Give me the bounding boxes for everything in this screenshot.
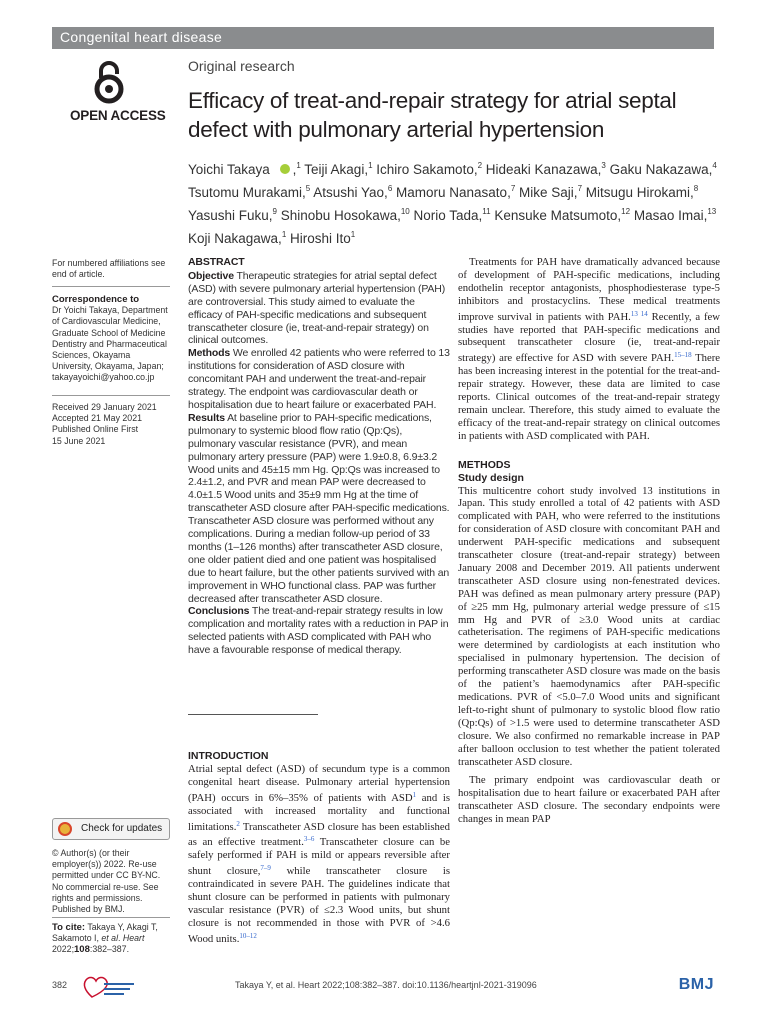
results-label: Results [188,411,225,424]
article-title: Efficacy of treat-and-repair strategy for atrial septal defect with pulmonary arterial hypertension [188,88,677,142]
introduction-section [188,750,450,946]
superscript-reference: 10 [400,207,410,216]
superscript-reference: 8 [693,184,699,193]
superscript-reference: 13 [707,207,717,216]
superscript-reference: 7–9 [260,864,271,873]
footer-citation: Takaya Y, et al. Heart 2022;108:382–387. doi:10.1136/heartjnl-2021-319096 [235,980,537,990]
author-list: Yoichi Takaya ,$^1$ Teiji Akagi,$^1$ Ichiro Sakamoto,$^2$ Hideaki Kanazawa,$^3$ Gaku Nakazawa,$^4$ Tsutomu Murakami,$^5$ Atsushi Yao,$^6$ Mamoru Nanasato,$^7$ Mike Saji,$^7$ Mitsugu Hirokami,$^8$ Yasushi Fuku,$^9$ Shinobu Hosokawa,$^{10}$ Norio Tada,$^{11}$ Kensuke Matsumoto,$^{12}$ Masao Imai,$^{13}$ Koji Nakagawa,$^1$ Hiroshi Ito$^1$ [188,161,717,246]
page-footer [52,974,714,1004]
superscript-reference: 1 [350,230,356,239]
superscript-reference: 1 [281,230,287,239]
affiliations-note: For numbered affiliations see end of article. [52,258,166,280]
open-access-icon [92,60,126,104]
superscript-reference: 1 [296,161,301,170]
objective-text: Therapeutic strategies for atrial septal defect (ASD) with severe pulmonary arterial hypertension (PAH) are controversial. This study aimed to evaluate the efficacy of PAH-specific medications and subsequent transcatheter closure (ie, treat-and-repair strategy) on clinical outcomes. [188,269,446,347]
methods-label: Methods [188,347,231,360]
superscript-reference: 1 [412,790,417,799]
publisher-logo: BMJ [678,976,714,993]
superscript-reference: 1 [368,161,373,170]
open-access-label: OPEN ACCESS [70,108,166,123]
sidebar-divider [52,286,170,287]
conclusions-label: Conclusions [188,605,250,618]
sidebar-divider [52,395,170,396]
correspondence [52,294,170,384]
superscript-reference: 4 [712,161,717,170]
endpoint-paragraph: The primary endpoint was cardiovascular death or hospitalisation due to heart failure or exacerbated PAH after transcatheter ASD closure. The secondary endpoints were changes in mean PAP [458,774,720,826]
banner-label: Congenital heart disease [60,29,223,45]
study-design-heading: Study design [458,471,524,484]
superscript-reference: 2 [477,161,483,170]
abstract-divider [188,714,318,715]
superscript-reference: 7 [510,184,516,193]
superscript-reference: 3 [601,161,606,170]
orcid-icon[interactable] [280,164,290,174]
page-number: 382 [52,980,68,990]
methods-text: We enrolled 42 patients who were referred to 13 institutions for consideration of ASD closure with concomitant PAH and underwent the treat-and-repair strategy. The endpoint was cardiovascular death or hospitalisation due to heart failure or exacerbated PAH. [188,347,450,411]
check-updates-icon [58,822,72,836]
journal-section-banner [52,27,714,49]
superscript-reference: 9 [272,207,277,216]
abstract [188,256,450,657]
introduction-heading: INTRODUCTION [188,750,269,762]
superscript-reference: 13 14 [630,309,648,318]
study-design-paragraph: This multicentre cohort study involved 13 institutions in Japan. This study enrolled a total of 42 patients with ASD complicated with PAH, who were referred to the institutions for consideration of ASD closure with concomitant PAH and underwent PAH-specific medications and subsequent transcatheter closure (treat-and-repair strategy) between January 2008 and December 2019. All patients underwent transcatheter ASD closure using non-fenestrated devices. PAH was defined as mean pulmonary artery pressure (PAP) of ≥25 mm Hg, pulmonary arterial wedge pressure of ≤15 mm Hg and PVR of ≥3.0 Wood units at cardiac catheterisation. The regimens of PAH-specific medications were determined by cardiologists at each institution who specialised in pulmonary hypertension. The decision of performing transcatheter ASD closure was made on the basis of the patient’s haemodynamics after PAH-specific medications. PVR of <5.0–7.0 Wood units and significant left-to-right shunt of pulmonary to systolic blood flow ratio (Qp:Qs) of >1.5 were used to determine transcatheter ASD closure. We also confirmed no remarkable increase in PAP after balloon occlusion to test whether the patient tolerated transcatheter ASD closure. [458,484,720,768]
superscript-reference: 7 [577,184,583,193]
citation-box: To cite: Takaya Y, Akagi T, Sakamoto I, et al. Heart 2022;108:382–387. [52,922,158,956]
correspondence-heading: Correspondence to [52,294,140,305]
check-for-updates-button[interactable] [52,818,170,840]
copyright-notice: © Author(s) (or their employer(s)) 2022. Re-use permitted under CC BY-NC. No commercial re-use. See rights and permissions. Published by BMJ. [52,848,161,915]
objective-label: Objective [188,269,234,282]
article-dates: Received 29 January 2021 Accepted 21 May 2021 Published Online First 15 June 2021 [52,402,157,446]
correspondence-body: Dr Yoichi Takaya, Department of Cardiovascular Medicine, Graduate School of Medicine Dentistry and Pharmaceutical Sciences, Okayama University, Okayama, Japan; takayayoichi@yahoo.co.jp [52,305,168,383]
abstract-heading: ABSTRACT [188,256,245,268]
conclusions-text: The treat-and-repair strategy results in low complication and mortality rates with a reduction in PAP in selected patients with ASD complicated with PAH who have a favourable response of medical therapy. [188,605,449,657]
sidebar-divider [52,917,170,918]
superscript-reference: 2 [236,819,240,828]
methods-heading: METHODS [458,458,511,471]
superscript-reference: 15–18 [674,351,692,360]
superscript-reference: 3–6 [303,835,315,844]
superscript-reference: 11 [482,207,491,216]
superscript-reference: 12 [621,207,631,216]
check-updates-label: Check for updates [81,823,163,834]
heart-journal-logo [82,974,142,1000]
superscript-reference: 5 [305,184,311,193]
superscript-reference: 10–12 [239,931,257,940]
introduction-paragraph: Atrial septal defect (ASD) of secundum type is a common congenital heart disease. Pulmonary arterial hypertension (PAH) occurs in 6%–35% of patients with ASD$^1$ and is associated with increased mortality and functional limitations.$^2$ Transcatheter ASD closure has been established as an effective treatment.$^{3-6}$ Transcatheter closure can be safely performed if PAH is mild or appears reversible after shunt closure,$^{7-9}$ while transcatheter closure is contraindicated in severe PAH. The guidelines indicate that shunt closure can be performed in patients with pulmonary vascular resistance (PVR) of ≤2.3 Wood units, but shunt closure is not recommended in those with PVR of >4.6 Wood units.$^{10-12}$ [188,762,450,945]
intro-paragraph-2: Treatments for PAH have dramatically advanced because of development of PAH-specific medications, including endothelin receptor antagonists, phosphodiesterase type-5 inhibitors and prostacyclins. These medical treatments improve survival in patients with PAH.$^{13 14}$ Recently, a few studies have reported that PAH-specific medications and subsequent transcatheter closure (ie, treat-and-repair strategy) are effective for ASD with severe PAH.$^{15-18}$ There has been increasing interest in the potential for the treat-and-repair strategy. However, these data are limited to case reports. Clinical outcomes of the treat-and-repair strategy remain unclear. Therefore, this study aimed to evaluate the efficacy of the treat-and-repair strategy on clinical outcomes in patients with ASD complicated with PAH. [458,256,720,442]
article-type: Original research [188,58,295,74]
results-text: At baseline prior to PAH-specific medications, pulmonary to systemic blood flow ratio (Qp:Qs), pulmonary vascular resistance (PVR), and mean pulmonary artery pressure (PAP) were 1.9±0.8, 6.9±3.2 Wood units and 45±15 mm Hg. Qp:Qs was increased to 2.4±1.2, and PVR and mean PAP were decreased to 4.0±1.5 Wood units and 35±9 mm Hg at the time of transcatheter ASD closure after PAH-specific medications. Transcatheter ASD closure was performed without any complications. During a median follow-up period of 33 months (1–126 months) after transcatheter ASD closure, one older patient died and one patient was hospitalised due to heart failure, but the other patients survived with an improvement in WHO functional class. PAP was further decreased after transcatheter ASD closure. [188,411,450,605]
superscript-reference: 6 [387,184,393,193]
right-column [458,256,720,826]
